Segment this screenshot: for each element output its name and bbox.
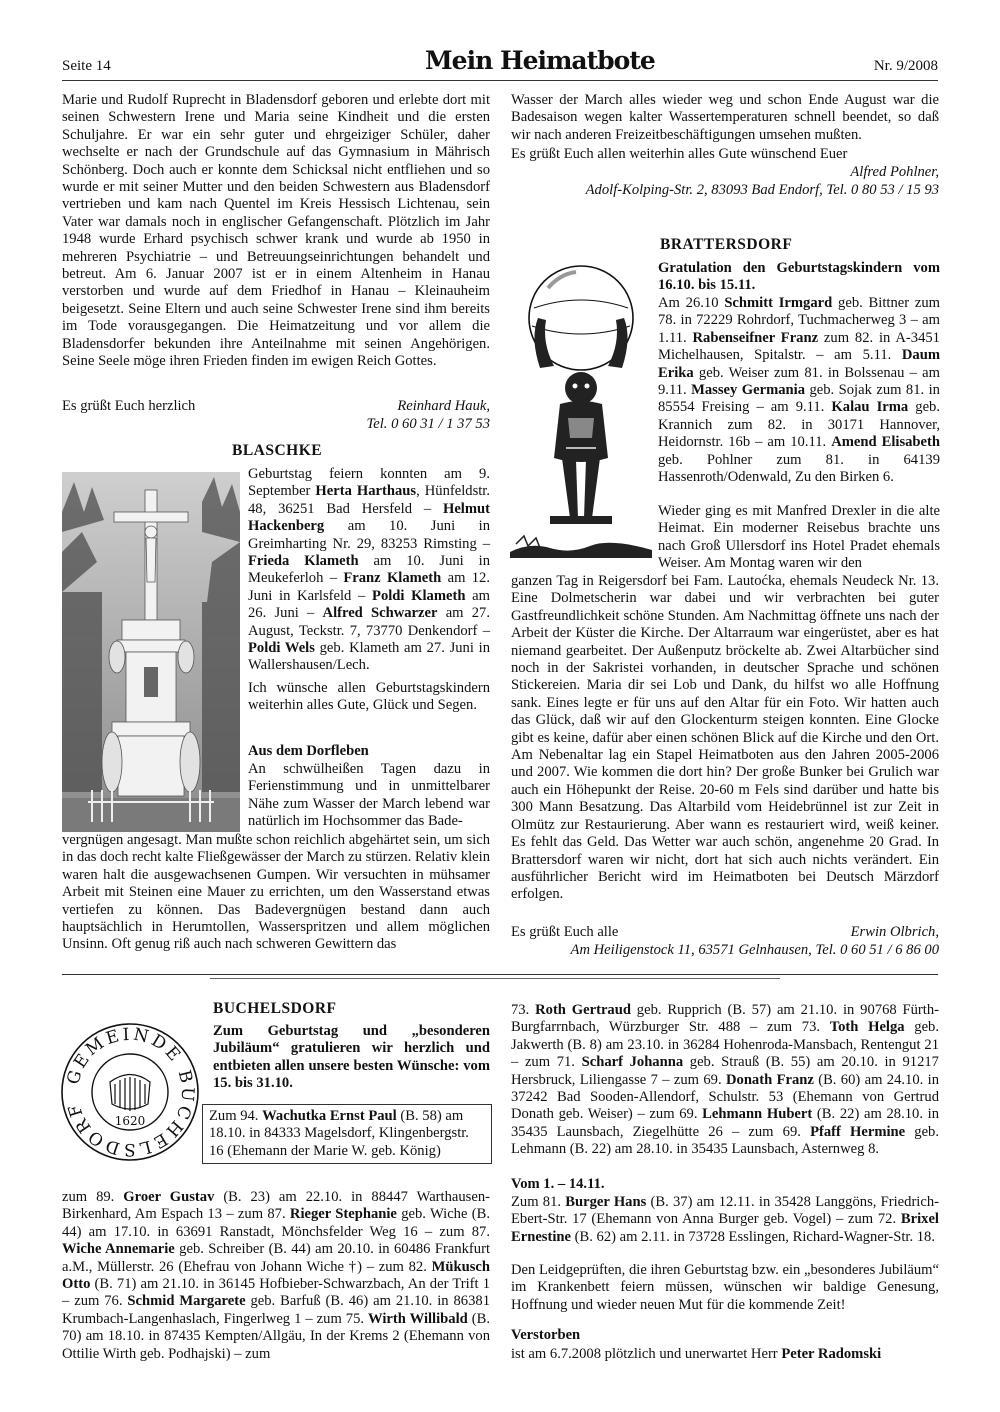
highlight-box-94	[202, 1104, 492, 1164]
vom-heading: Vom 1. – 14.11.	[511, 1176, 605, 1192]
signature-name: Reinhard Hauk,	[397, 398, 490, 414]
text-segment: am 10. Juni in Meukeferloh –	[248, 553, 490, 587]
blaschke-list	[248, 466, 490, 673]
person-name: Burger Hans	[565, 1194, 647, 1210]
vom-birthdays	[511, 1194, 939, 1246]
person-name: Poldi Klameth	[372, 587, 466, 604]
dorfleben-text-wrap: An schwülheißen Tagen dazu in Ferienstimmung und in unmittelbarer Nähe zum Wasser der March lebend war natürlich im Hochsommer das Bade-	[248, 761, 490, 830]
person-name: Mükusch Otto	[62, 1258, 490, 1293]
verstorben-line	[511, 1346, 881, 1362]
buchelsdorf-birthdays-cont	[511, 1002, 939, 1159]
olbrich-greeting	[511, 924, 939, 941]
pohlner-address: Adolf-Kolping-Str. 2, 83093 Bad Endorf, Tel. 0 80 53 / 15 93	[585, 182, 939, 198]
section-title-brattersdorf: BRATTERSDORF	[660, 236, 793, 253]
person-name: Daum Erika	[658, 347, 940, 381]
person-name: Groer Gustav	[123, 1189, 215, 1205]
signature-tel: Tel. 0 60 31 / 1 37 53	[366, 416, 490, 432]
text-segment: am 26. Juni –	[248, 587, 491, 622]
person-name: Wachutka Ernst Paul	[262, 1108, 397, 1124]
person-name: Lehmann Hubert	[702, 1106, 813, 1123]
text-segment: geb. Weiser zum 81. in Bolssenau – am 9.11.	[658, 364, 940, 399]
person-name: Toth Helga	[829, 1019, 905, 1036]
text-segment: am 12. Juni in Karlsfeld –	[248, 570, 490, 604]
person-name: Franz Klameth	[343, 570, 442, 587]
buchelsdorf-seal	[60, 1022, 200, 1162]
person-name: Scharf Johanna	[581, 1054, 684, 1071]
wayside-cross-photo	[62, 472, 240, 832]
text-segment: , Hünfeldstr. 48, 36251 Bad Hersfeld –	[248, 483, 491, 517]
text-segment: Zum 94.	[209, 1108, 263, 1124]
leid-wishes: Den Leidgeprüften, die ihren Geburtstag bzw. ein „besonderes Jubiläum“ im Krankenbett feiern müssen, wünschen wir baldige Genesung, Hoffnung und wieder neuen Mut für die kommende Zeit!	[511, 1262, 939, 1313]
text-segment: geb. Rupprich (B. 57) am 21.10. in 90768 Fürth-Burgfarrnbach, Würzburger Str. 488 – zum 73.	[511, 1002, 940, 1036]
pohlner-greeting: Es grüßt Euch allen weiterhin alles Gute wünschend Euer	[511, 146, 848, 162]
buchelsdorf-list	[62, 1189, 490, 1362]
text-segment: (B. 58) am 18.10. in 84333 Magelsdorf, Klingenbergstr. 16 (Ehemann der Marie W. geb. König)	[209, 1108, 469, 1159]
text-segment: am 10. Juni in Greimharting Nr. 29, 83253 Rimsting –	[248, 518, 490, 552]
text-segment: (B. 37) am 12.11. in 35428 Langgöns, Friedrich-Ebert-Str. 17 (Ehemann von Anna Burger geb. Vogel) – zum 72.	[511, 1194, 939, 1228]
person-name: Alfred Schwarzer	[322, 605, 438, 622]
text-segment: (B. 70) am 18.10. in 87435 Kempten/Allgäu, In der Krems 2 (Ehemann von Ottilie Wirth geb. Podhajski) – zum	[62, 1310, 491, 1362]
text-segment: (B. 71) am 21.10. in 36145 Hofbieber-Schwarzbach, An der Trift 1 – zum 76.	[62, 1276, 490, 1310]
person-name: Herta Harthaus	[315, 483, 417, 500]
person-name: Rieger Stephanie	[289, 1206, 397, 1223]
text-segment: geb. Pohlner zum 81. in 64139 Hassenroth/Odenwald, Zu den Birken 6.	[658, 451, 940, 486]
masthead-title: Mein Heimatbote	[425, 46, 655, 75]
gratulation-heading: Gratulation den Geburtstagskindern vom 16.10. bis 15.11.	[658, 260, 940, 294]
pohlner-signature: Alfred Pohlner,	[850, 164, 939, 180]
atlas-statue-illustration	[510, 258, 652, 558]
section-divider	[62, 974, 938, 975]
section-divider-short	[210, 978, 780, 979]
text-segment: geb. Bittner zum 78. in 72229 Rohrdorf, Tuchmacherweg 3 – am 1.11.	[658, 295, 940, 346]
olbrich-address: Am Heiligenstock 11, 63571 Gelnhausen, Tel. 0 60 51 / 6 86 00	[570, 942, 939, 958]
dorfleben-text: vergnügen angesagt. Man mußte schon reichlich abgehärtet sein, um sich in das doch recht kalte Fließgewässer der March zu stürzen. Relativ klein waren halt die ausgewachsenen Gumpen. Wir versuchten in mühsamer Arbeit mit Steinen eine Mauer zu errichten, um den Wasserstand etwas vertiefen zu können. Das Badevergnügen bestand dann auch hauptsächlich in Herumtollen, Wasserspritzen und allem möglichen Unsinn. Oft genug riß auch nach schweren Gewittern das	[62, 832, 490, 953]
buchelsdorf-birthdays	[62, 1189, 490, 1363]
text-segment: geb. Wiche (B. 44) am 17.10. in 63691 Ranstadt, Mönchsfelder Weg 16 – zum 87.	[62, 1206, 491, 1240]
text-segment: 73.	[511, 1002, 536, 1018]
person-name: Kalau Irma	[831, 399, 909, 416]
drexler-report-wrap: Wieder ging es mit Manfred Drexler in die alte Heimat. Ein moderner Reisebus brachte uns nach Groß Ullersdorf ins Hotel Pradet ehemals Weiser. Am Montag waren wir den	[658, 503, 940, 572]
drexler-report: ganzen Tag in Reigersdorf bei Fam. Lautoćka, ehemals Neudeck Nr. 13. Eine Dolmetscherin war dabei und wir verbrachten bei guter Gastfreundlichkeit schöne Stunden. Am Nachmittag öffnete uns nach der Arbeit der Küster die Kirche. Der Altarraum war eingerüstet, aber es hat niemand gearbeitet. Der Außenputz bröckelte ab. Zwei Altarbücher sind noch in der Sakristei vorhanden, in deutscher Sprache und schönen Stickereien. Maria dir sei Lob und Dank, du hilfst wo alle Hoffnung sank. Eines legte er für uns auf den Altar für ein Foto. Wir hatten auch das Glück, daß wir auf den Glockenturm steigen konnten. Eine Glocke gibt es keine, dafür aber einen schönen Blick auf die Kirche und den Ort. Am Nebenaltar lag ein Stapel Heimatboten aus den Jahren 2005-2006 und 2007. Wie kommen die dort hin? Der große Bunker bei Grulich war auch ein Höhepunkt der Reise. 20-60 m Fels sind darüber und hatte bis 300 Mann Besatzung. Das Altarbild vom Heidebrünnel ist zur Zeit in Olmütz zur Restaurierung. Aber wann es restauriert wird, weiß keiner. Es fehlt das Geld. Das Wetter war auch schön, angenehme 20 Grad. In Brattersdorf waren wir nicht, dort hat sich auch nichts verändert. Ein ausführlicher Bericht wird im Heimatboten bei Deutsch Märzdorf erfolgen.	[511, 573, 939, 903]
text-segment: (B. 23) am 22.10. in 88447 Warthausen-Birkenhard, Am Espach 13 – zum 87.	[62, 1189, 490, 1223]
text-segment: geb. Schreiber (B. 44) am 20.10. in 60486 Frankfurt a.M., Müllerstr. 26 (Ehefrau von Johann Wiche †) – zum 82.	[62, 1241, 490, 1275]
ruprecht-obituary: Marie und Rudolf Ruprecht in Bladensdorf geboren und erlebte dort mit seinen Schwestern Irene und Maria seine Kindheit und die ersten Schuljahre. Er war ein sehr guter und ehrgeiziger Schüler, daher wechselte er nach der Grundschule auf das Gymnasium in Mährisch Schönberg. Doch auch er konnte dem Schicksal nicht entfliehen und so wurde er mit seiner Mutter und den beiden Schwestern aus Bladensdorf vertrieben und kam nach Quentel im Kreis Hessisch Lichtenau, sein Vater war damals noch in englischer Gefangenschaft. Plötzlich im Jahr 1948 wurde Erhard psychisch schwer krank und wurde ab 1950 in mehreren Psychiatrie – und Betreuungseinrichtungen behandelt und betreut. Am 6. Januar 2007 ist er in einem Altenheim in Hanau verstorben und wurde auf dem Friedhof in Hanau – Kleinauheim beigesetzt. Seine Eltern und auch seine Schwester Irene sind ihm bereits im Tode vorausgegangen. Die Heimatzeitung und vor allem die Bladensdorfer bekunden ihre Anteilnahme mit seinen Angehörigen. Seine Seele möge ihren Frieden finden im ewigen Reich Gottes.	[62, 92, 490, 370]
greeting-text: Es grüßt Euch herzlich	[62, 398, 196, 414]
section-title-blaschke: BLASCHKE	[232, 442, 323, 459]
person-name: Brixel Ernestine	[511, 1211, 939, 1245]
blaschke-birthdays	[248, 466, 490, 675]
blaschke-wish: Ich wünsche allen Geburtstagskindern weiterhin alles Gute, Glück und Segen.	[248, 680, 490, 714]
text-segment: (B. 60) am 24.10. in 37242 Bad Sooden-Allendorf, Schulstr. 53 (Ehemann von Gertrud Donath geb. Weiser) – zum 69.	[511, 1071, 939, 1123]
box-text	[209, 1108, 469, 1159]
vom-list	[511, 1194, 939, 1245]
person-name: Helmut Hackenberg	[248, 500, 490, 535]
person-name: Donath Franz	[725, 1071, 814, 1088]
person-name: Roth Gertraud	[535, 1002, 631, 1018]
issue-number: Nr. 9/2008	[873, 58, 938, 74]
text-segment: (B. 22) am 28.10. in 35435 Launsbach, Ziegelhütte 26 – zum 69.	[511, 1106, 939, 1140]
gratulation-list	[658, 295, 940, 485]
buchelsdorf-list-cont	[511, 1002, 939, 1157]
text-segment: zum 89.	[62, 1189, 124, 1205]
person-name: Poldi Wels	[248, 640, 315, 657]
text-segment: geb. Barfuß (B. 46) am 21.10. in 86381 Krumbach-Langenhaslach, Fingerlweg 1 – zum 75.	[62, 1293, 490, 1327]
text-segment: Am 26.10	[658, 295, 725, 311]
text-segment: geb. Jakwerth (B. 8) am 23.10. in 36284 Hohenroda-Mansbach, Rentengut 21 – zum 71.	[511, 1019, 939, 1071]
buchelsdorf-heading: Zum Geburtstag und „besonderen Jubiläum“ gratulieren wir herzlich und entbieten allen unsere besten Wünsche: vom 15. bis 31.10.	[213, 1023, 490, 1092]
person-name: Peter Radomski	[781, 1346, 882, 1362]
person-name: Wiche Annemarie	[62, 1241, 175, 1258]
text-segment: geb. Sojak zum 81. in 85554 Freising – am 9.11.	[658, 382, 940, 416]
section-title-buchelsdorf: BUCHELSDORF	[213, 1000, 337, 1017]
text-segment: geb. Strauß (B. 55) am 20.10. in 91217 Hersbruck, Liliengasse 7 – zum 69.	[511, 1054, 939, 1088]
person-name: Schmitt Irmgard	[724, 295, 833, 311]
greeting2-text: Es grüßt Euch alle	[511, 924, 619, 940]
person-name: Wirth Willibald	[368, 1310, 468, 1327]
text-segment: geb. Krannich zum 82. in 30171 Hannover, Heidornstr. 16b – am 10.11.	[658, 399, 941, 451]
seal-text: GEMEINDE BUCHELSDORF	[63, 1024, 198, 1160]
hauk-greeting	[62, 398, 490, 415]
person-name: Amend Elisabeth	[831, 434, 940, 451]
page-number: Seite 14	[62, 58, 111, 74]
brattersdorf-birthdays	[658, 295, 940, 486]
dorfleben-heading: Aus dem Dorfleben	[248, 743, 369, 759]
text-segment: geb. Lehmann (B. 22) am 28.10. in 35435 Launsbach, Asternweg 8.	[511, 1123, 939, 1158]
header-rule	[62, 80, 938, 81]
person-name: Rabenseifner Franz	[692, 329, 819, 346]
seal-year: 1620	[114, 1114, 146, 1128]
pohlner-letter-end: Wasser der March alles wieder weg und schon Ende August war die Badesaison wegen kalter Wassertemperaturen schnell beendet, so daß wir nach anderen Freizeitbeschäftigungen umsehen mußten.	[511, 92, 939, 143]
person-name: Massey Germania	[691, 382, 805, 399]
verstorben-text	[511, 1346, 939, 1363]
person-name: Frieda Klameth	[248, 553, 359, 570]
verstorben-heading: Verstorben	[511, 1327, 581, 1343]
person-name: Schmid Margarete	[127, 1293, 246, 1310]
text-segment: Zum 81.	[511, 1194, 566, 1210]
person-name: Pfaff Hermine	[810, 1123, 906, 1140]
text-segment: geb. Klameth am 27. Juni in Wallershausen/Lech.	[248, 640, 490, 674]
text-segment: am 27. August, Teckstr. 7, 73770 Denkendorf –	[248, 605, 490, 639]
text-segment: Geburtstag feiern konnten am 9. September	[248, 466, 490, 500]
olbrich-signature: Erwin Olbrich,	[850, 924, 939, 940]
text-segment: zum 82. in A-3451 Michelhausen, Spitalstr. – am 5.11.	[658, 329, 940, 364]
text-segment: ist am 6.7.2008 plötzlich und unerwartet Herr	[511, 1346, 782, 1362]
text-segment: (B. 62) am 2.11. in 73728 Esslingen, Richard-Wagner-Str. 18.	[571, 1228, 935, 1245]
